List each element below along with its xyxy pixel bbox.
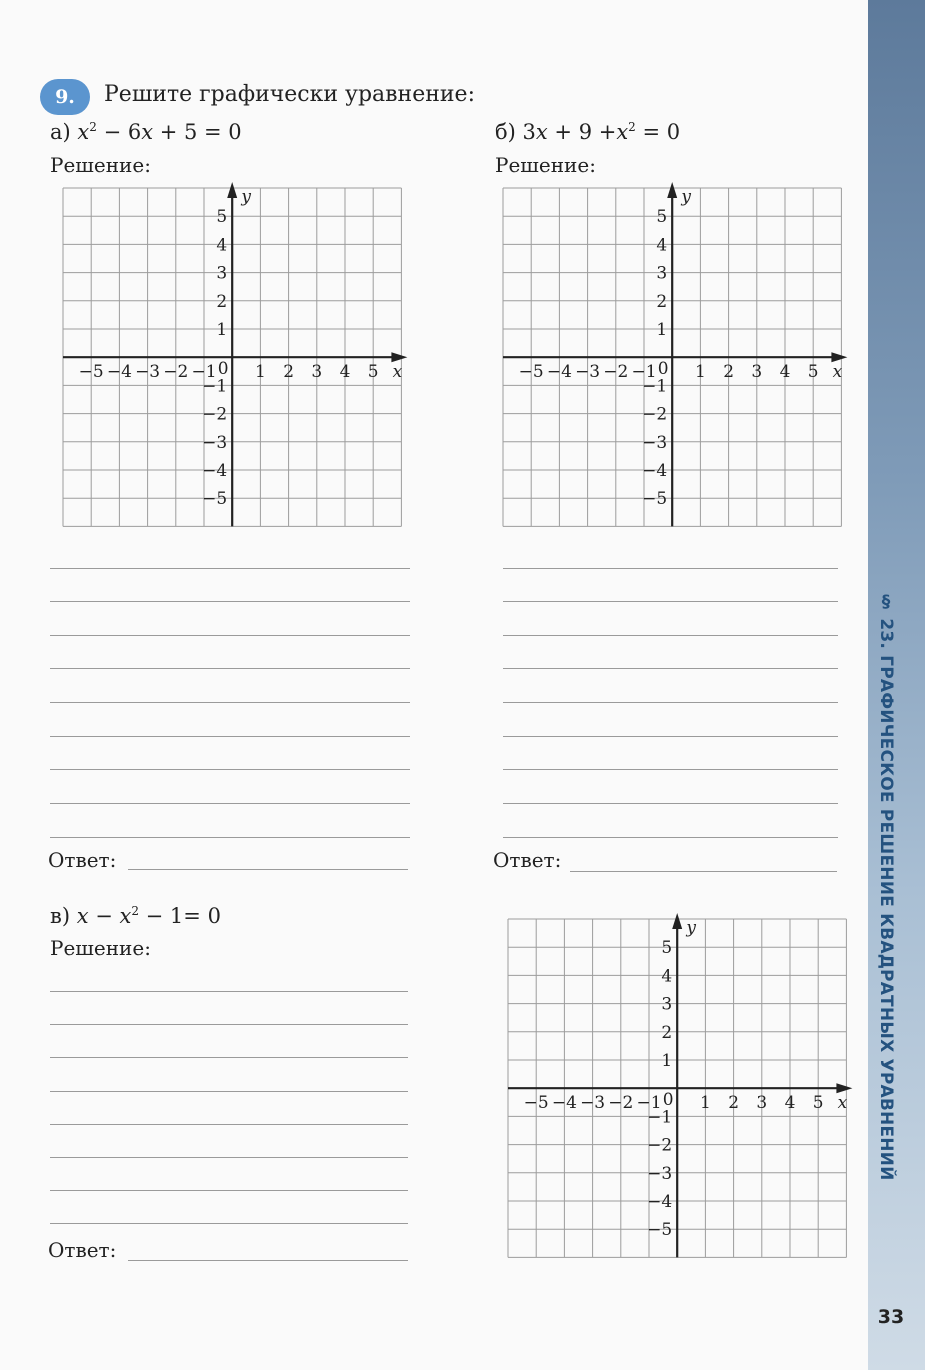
eq-v-var2: x bbox=[119, 904, 132, 928]
coordinate-grid-b bbox=[503, 188, 841, 526]
y-tick-label: −5 bbox=[642, 489, 668, 510]
x-tick-label: −5 bbox=[78, 362, 104, 383]
x-tick-label: −1 bbox=[636, 1093, 662, 1114]
answer-line-v[interactable] bbox=[128, 1260, 408, 1261]
y-tick-label: 3 bbox=[661, 994, 673, 1015]
task-title: Решите графически уравнение: bbox=[104, 82, 475, 107]
writing-line[interactable] bbox=[503, 702, 838, 703]
answer-label-v: Ответ: bbox=[48, 1238, 117, 1262]
x-tick-label: −2 bbox=[163, 362, 189, 383]
x-tick-label: 3 bbox=[311, 362, 323, 383]
y-tick-label: 4 bbox=[216, 235, 228, 256]
x-tick-label: −1 bbox=[631, 362, 657, 383]
x-tick-label: −4 bbox=[546, 362, 572, 383]
x-axis-label: x bbox=[837, 1093, 848, 1114]
x-tick-label: −3 bbox=[575, 362, 601, 383]
page-number: 33 bbox=[877, 1306, 905, 1328]
eq-b-coef: 3 bbox=[522, 120, 536, 144]
eq-v-tail: − 1= 0 bbox=[138, 904, 221, 928]
answer-line-b[interactable] bbox=[570, 871, 837, 872]
x-tick-label: −5 bbox=[523, 1093, 549, 1114]
origin-label: 0 bbox=[662, 1090, 674, 1111]
y-tick-label: 3 bbox=[656, 263, 668, 284]
writing-line[interactable] bbox=[503, 568, 838, 569]
y-tick-label: 1 bbox=[656, 319, 668, 340]
y-tick-label: −1 bbox=[647, 1107, 673, 1128]
y-tick-label: 3 bbox=[216, 263, 228, 284]
writing-line[interactable] bbox=[503, 736, 838, 737]
y-tick-label: 2 bbox=[661, 1022, 673, 1043]
x-axis-label: x bbox=[832, 362, 843, 383]
task-number: 9. bbox=[55, 86, 75, 108]
eq-b-exp: 2 bbox=[628, 120, 636, 134]
writing-line[interactable] bbox=[50, 803, 410, 804]
writing-line[interactable] bbox=[503, 803, 838, 804]
y-tick-label: −3 bbox=[647, 1163, 673, 1184]
x-tick-label: 4 bbox=[339, 362, 351, 383]
y-tick-label: −5 bbox=[647, 1220, 673, 1241]
eq-v-minus: − bbox=[88, 904, 120, 928]
x-axis-arrow bbox=[836, 1083, 852, 1093]
y-tick-label: −3 bbox=[642, 432, 668, 453]
x-tick-label: 5 bbox=[367, 362, 379, 383]
x-tick-label: −3 bbox=[135, 362, 161, 383]
y-tick-label: −4 bbox=[202, 460, 228, 481]
y-tick-label: 2 bbox=[216, 291, 228, 312]
writing-line[interactable] bbox=[503, 635, 838, 636]
section-title: ГРАФИЧЕСКОЕ РЕШЕНИЕ КВАДРАТНЫХ УРАВНЕНИЙ bbox=[876, 655, 896, 1181]
y-tick-label: −1 bbox=[642, 376, 668, 397]
eq-a-exp: 2 bbox=[89, 120, 97, 134]
writing-line[interactable] bbox=[503, 837, 838, 838]
y-tick-label: 1 bbox=[216, 319, 228, 340]
writing-line[interactable] bbox=[50, 1124, 408, 1125]
eq-v-exp: 2 bbox=[131, 904, 139, 918]
coordinate-grid-a bbox=[63, 188, 401, 526]
solution-label-a: Решение: bbox=[50, 153, 151, 177]
eq-a-tail: + 5 = 0 bbox=[153, 120, 242, 144]
writing-line[interactable] bbox=[50, 769, 410, 770]
x-tick-label: 5 bbox=[807, 362, 819, 383]
x-tick-label: 3 bbox=[751, 362, 763, 383]
origin-label: 0 bbox=[657, 359, 669, 380]
x-tick-label: 1 bbox=[254, 362, 266, 383]
writing-line[interactable] bbox=[50, 1190, 408, 1191]
y-tick-label: −5 bbox=[202, 489, 228, 510]
y-axis-arrow bbox=[672, 913, 682, 929]
coordinate-grid-v bbox=[508, 919, 846, 1257]
y-tick-label: 4 bbox=[656, 235, 668, 256]
x-tick-label: −3 bbox=[580, 1093, 606, 1114]
y-tick-label: −4 bbox=[647, 1191, 673, 1212]
x-tick-label: 4 bbox=[784, 1093, 796, 1114]
y-tick-label: −1 bbox=[202, 376, 228, 397]
solution-label-v: Решение: bbox=[50, 936, 151, 960]
answer-line-a[interactable] bbox=[128, 869, 408, 870]
y-tick-label: 1 bbox=[661, 1050, 673, 1071]
eq-b-tail: = 0 bbox=[635, 120, 681, 144]
writing-line[interactable] bbox=[50, 702, 410, 703]
x-tick-label: −2 bbox=[608, 1093, 634, 1114]
x-tick-label: −2 bbox=[603, 362, 629, 383]
y-axis-label: y bbox=[681, 186, 691, 207]
eq-b-term: + 9 + bbox=[547, 120, 617, 144]
eq-b-var2: x bbox=[616, 120, 629, 144]
x-axis-label: x bbox=[392, 362, 403, 383]
x-tick-label: 2 bbox=[723, 362, 734, 383]
x-tick-label: 1 bbox=[694, 362, 706, 383]
part-v-label: в) bbox=[50, 904, 71, 928]
writing-line[interactable] bbox=[50, 601, 410, 602]
writing-line[interactable] bbox=[50, 635, 410, 636]
y-tick-label: −4 bbox=[642, 460, 668, 481]
x-tick-label: 1 bbox=[699, 1093, 711, 1114]
eq-a-var2: x bbox=[141, 120, 154, 144]
equation-v bbox=[50, 904, 221, 928]
writing-line[interactable] bbox=[50, 837, 410, 838]
answer-label-b: Ответ: bbox=[493, 848, 562, 872]
eq-a-term: − 6 bbox=[96, 120, 142, 144]
y-axis-label: y bbox=[686, 917, 696, 938]
section-number: § 23. bbox=[876, 592, 896, 650]
y-axis-arrow bbox=[227, 182, 237, 198]
writing-line[interactable] bbox=[50, 668, 410, 669]
writing-line[interactable] bbox=[50, 1057, 408, 1058]
x-tick-label: −5 bbox=[518, 362, 544, 383]
part-a-label: а) bbox=[50, 120, 71, 144]
eq-b-var: x bbox=[535, 120, 548, 144]
x-tick-label: 2 bbox=[283, 362, 294, 383]
grid-svg-b bbox=[503, 188, 841, 526]
y-tick-label: −3 bbox=[202, 432, 228, 453]
y-tick-label: 5 bbox=[661, 938, 673, 959]
writing-line[interactable] bbox=[50, 1223, 408, 1224]
y-tick-label: 2 bbox=[656, 291, 668, 312]
x-tick-label: −4 bbox=[551, 1093, 577, 1114]
x-tick-label: −4 bbox=[106, 362, 132, 383]
writing-line[interactable] bbox=[503, 769, 838, 770]
y-tick-label: −2 bbox=[642, 404, 668, 425]
grid-svg-a bbox=[63, 188, 401, 526]
x-tick-label: 3 bbox=[756, 1093, 768, 1114]
y-tick-label: 5 bbox=[216, 207, 228, 228]
y-tick-label: 5 bbox=[656, 207, 668, 228]
y-axis-label: y bbox=[241, 186, 251, 207]
part-b-label: б) bbox=[495, 120, 516, 144]
y-tick-label: −2 bbox=[647, 1135, 673, 1156]
eq-v-var: x bbox=[76, 904, 89, 928]
section-heading bbox=[876, 592, 896, 1181]
solution-label-b: Решение: bbox=[495, 153, 596, 177]
x-tick-label: 5 bbox=[812, 1093, 824, 1114]
x-tick-label: −1 bbox=[191, 362, 217, 383]
x-axis-arrow bbox=[391, 352, 407, 362]
writing-line[interactable] bbox=[50, 568, 410, 569]
x-tick-label: 2 bbox=[728, 1093, 739, 1114]
writing-line[interactable] bbox=[50, 991, 408, 992]
equation-a bbox=[50, 120, 242, 144]
writing-line[interactable] bbox=[50, 1024, 408, 1025]
writing-line[interactable] bbox=[50, 736, 410, 737]
equation-b bbox=[495, 120, 680, 144]
x-tick-label: 4 bbox=[779, 362, 791, 383]
origin-label: 0 bbox=[217, 359, 229, 380]
y-tick-label: −2 bbox=[202, 404, 228, 425]
eq-a-var: x bbox=[77, 120, 90, 144]
y-tick-label: 4 bbox=[661, 966, 673, 987]
y-axis-arrow bbox=[667, 182, 677, 198]
x-axis-arrow bbox=[831, 352, 847, 362]
answer-label-a: Ответ: bbox=[48, 848, 117, 872]
grid-svg-v bbox=[508, 919, 846, 1257]
writing-line[interactable] bbox=[50, 1157, 408, 1158]
writing-line[interactable] bbox=[503, 601, 838, 602]
task-number-badge bbox=[40, 79, 90, 115]
writing-line[interactable] bbox=[50, 1091, 408, 1092]
writing-line[interactable] bbox=[503, 668, 838, 669]
